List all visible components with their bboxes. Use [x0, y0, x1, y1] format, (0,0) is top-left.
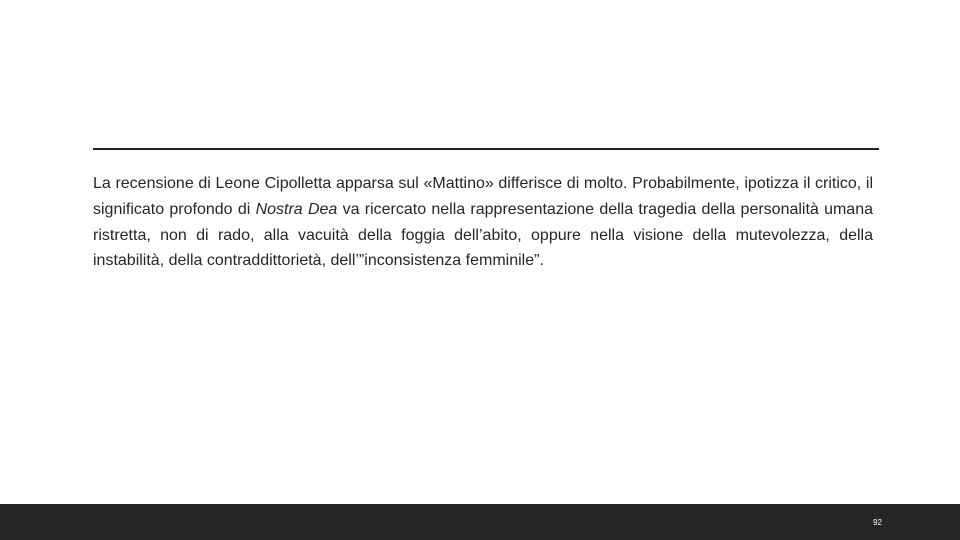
body-paragraph [93, 171, 873, 274]
work-title: Nostra Dea [255, 200, 338, 218]
horizontal-divider [93, 148, 879, 150]
page-number: 92 [873, 518, 882, 527]
footer-bar [0, 504, 960, 540]
paragraph-text-part1: La recensione di Leone Cipolletta apparsa sul «Mattino» differisce di molto. Probabilmente, ipotizza il critico, il significato profondo di [93, 175, 873, 218]
paragraph-text-part2: va ricercato nella rappresentazione della tragedia della personalità umana ristretta, non di rado, alla vacuità della foggia dell’abito, oppure nella visione della mutevolezza, della instabilità, della contraddittorietà, dell’”inconsistenza femminile”. [93, 200, 874, 270]
